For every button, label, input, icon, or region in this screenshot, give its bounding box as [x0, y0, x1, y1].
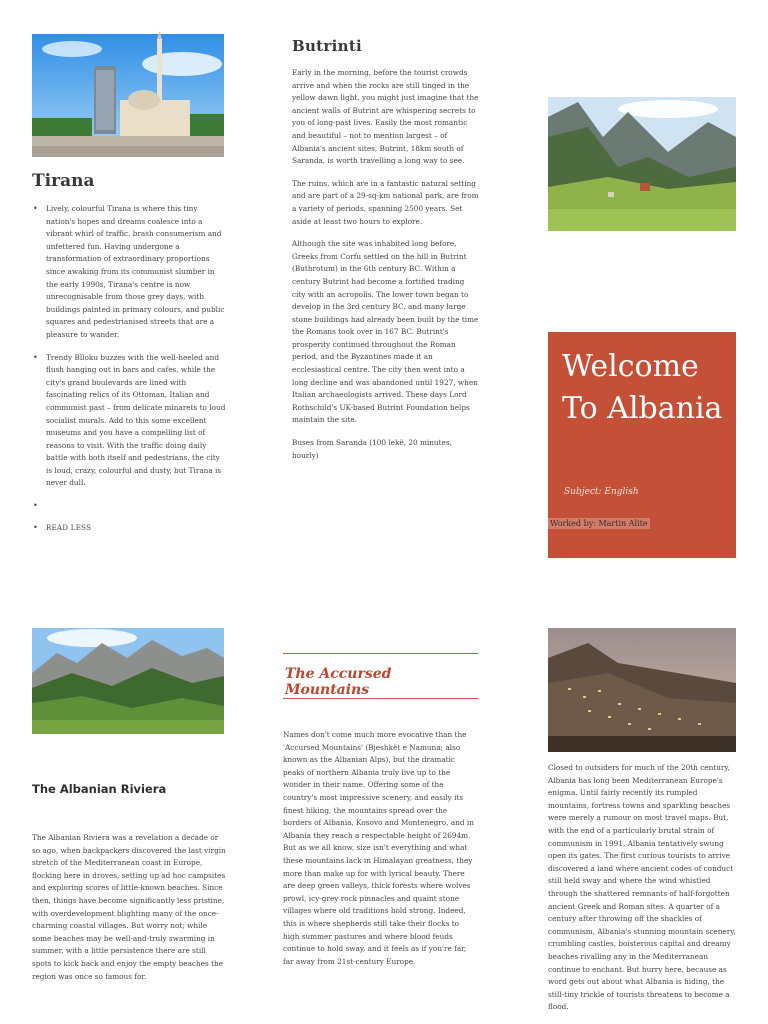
town-photo [548, 628, 736, 752]
paragraph: Although the site was inhabited long before, Greeks from Corfu settled on the hill in Butrint (Buthrotum) in the 6th century BC. Within a century Butrint had become a fortified trading city with an acropolis. The lower town began to develop in the 3rd century BC, and many large stone buildings had already been built by the time the Romans took over in 167 BC. Butrint's prosperity continued throughout the Roman period, and the Byzantines made it an ecclesiastical centre. The city then went into a long decline and was abandoned until 1927, when Italian archaeologists arrived. These days Lord Rothschild's UK-based Butrint Foundation helps maintain the site. [292, 239, 479, 425]
accursed-text: Names don't come much more evocative than the 'Accursed Mountains' (Bjeshkët e Namuna; also known as the Albanian Alps), but the dramatic peaks of northern Albania truly live up to the wonder in their name. Offering some of the country's most impressive scenery, and easily its finest hiking, the mountains spread over the borders of Albania, Kosovo and Montenegro, and in Albania they reach a respectable height of 2694m. But as we all know, size isn't everything and what these mountains lack in Himalayan greatness, they more than make up for with lyrical beauty. There are deep green valleys, thick forests where wolves prowl, icy-grey rock pinnacles and quaint stone villages where old traditions hold strong. Indeed, this is where shepherds still take their flocks to high summer pastures and where blood feuds continue to hold sway, and it feels as if you're far, far away from 21st-century Europe. [283, 730, 474, 966]
divider-top [283, 653, 478, 654]
paragraph: The ruins, which are in a fantastic natural setting and are part of a 29-sq-km national park, are from a variety of periods, spanning 2500 years. Set aside at least two hours to explore. [292, 178, 479, 226]
tirana-photo [32, 34, 224, 157]
divider-bottom [283, 698, 478, 699]
riviera-heading: The Albanian Riviera [32, 782, 167, 796]
butrinti-heading: Butrinti [292, 37, 363, 55]
tirana-heading: Tirana [32, 171, 95, 191]
list-item: • Trendy Blloku buzzes with the well-heeled and flush hanging out in bars and cafes, while the city's grand boulevards are lined with fascinating relics of its Ottoman, Italian and communist past – from delicate minarets to loud socialist murals. Add to this some excellent museums and you have a compelling list of reasons to visit. With the traffic doing daily battle with both itself and pedestrians, the city is loud, crazy, colourful and dusty, but Tirana is never dull. [32, 352, 228, 491]
cover-subject: Subject: English [564, 487, 639, 497]
riviera-text: The Albanian Riviera was a revelation a decade or so ago, when backpackers discovered the last virgin stretch of the Mediterranean coast in Europe, flocking here in droves, setting up ad hoc campsites and exploring scores of little-known beaches. Since then, things have become significantly less pristine, with overdevelopment blighting many of the once-charming coastal villages. But worry not; while some beaches may be well-and-truly swarming in summer, with a little persistence there are still spots to kick back and enjoy the empty beaches the region was once so famous for. [32, 833, 226, 981]
mountains-photo [32, 628, 224, 734]
cover-title: Welcome To Albania [562, 349, 723, 426]
paragraph: Early in the morning, before the tourist crowds arrive and when the rocks are still tinged in the yellow dawn light, you might just imagine that the ancient walls of Butrint are whispering secrets to you of long-past lives. Easily the most romantic and beautiful – not to mention largest – of Albania's ancient sites, Butrint, 18km south of Saranda, is worth travelling a long way to see. [292, 68, 479, 166]
paragraph: Buses from Saranda (100 lekë, 20 minutes, hourly) [292, 438, 452, 460]
list-item: • Lively, colourful Tirana is where this tiny nation's hopes and dreams coalesce into a vibrant whirl of traffic, brash consumerism and unfettered fun. Having undergone a transformation of extraordinary proportions since awaking from its communist slumber in the early 1990s, Tirana's centre is now unrecognisable from those grey days, with buildings painted in primary colours, and public squares and pedestrianised streets that are a pleasure to wander. [32, 203, 228, 342]
read-less-link[interactable]: • READ LESS [32, 522, 228, 535]
butrinti-text [292, 67, 480, 460]
cover-author: Worked by: Martin Alite [550, 519, 648, 528]
albania-text: Closed to outsiders for much of the 20th century, Albania has long been Mediterranean Europe's enigma. Until fairly recently its rumpled mountains, fortress towns and sparkling beaches were merely a rumour on most travel maps. But, with the end of a particularly brutal strain of communism in 1991, Albania tentatively swung open its gates. The first curious tourists to arrive discovered a land where ancient codes of conduct still held sway and where the wind whistled through the shattered remnants of half-forgotten ancient Greek and Roman sites. A quarter of a century after throwing off the shackles of communism, Albania's stunning mountain scenery, crumbling castles, boisterous capital and dreamy beaches rivalling any in the Mediterranean continue to enchant. But hurry here, because as word gets out about what Albania is hiding, the still-tiny trickle of tourists threatens to become a flood. [548, 763, 736, 1012]
accursed-heading: The Accursed Mountains [285, 666, 392, 698]
cover-panel [548, 332, 736, 558]
tirana-list [32, 203, 228, 545]
valley-photo [548, 97, 736, 231]
list-item [32, 500, 228, 512]
